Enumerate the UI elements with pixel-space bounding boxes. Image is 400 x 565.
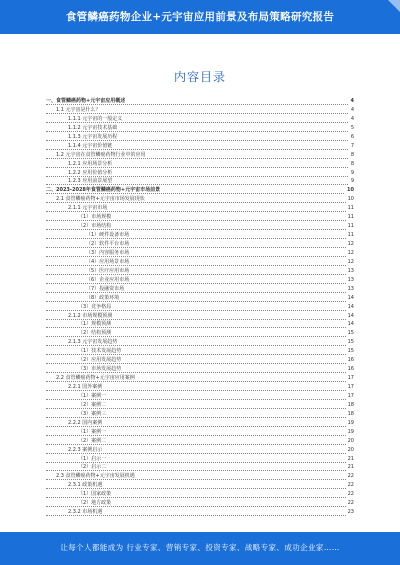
toc-entry-page: 9: [350, 178, 354, 185]
toc-entry[interactable]: [46, 115, 354, 124]
toc-entry-text: （1）规模预测: [78, 321, 112, 328]
toc-entry-page: 22: [347, 473, 354, 480]
toc-entry-text: 1.2.2 应用价值分析: [68, 169, 113, 176]
toc-entry-text: （1）国家政策: [78, 491, 112, 498]
toc-entry-page: 21: [347, 455, 354, 462]
toc-entry-page: 17: [347, 392, 354, 399]
toc-entry-page: 14: [347, 294, 354, 301]
toc-entry[interactable]: [46, 490, 354, 499]
toc-entry[interactable]: [46, 106, 354, 115]
toc-entry-page: 10: [347, 196, 354, 203]
toc-entry-text: 2.1.2 市场规模预测: [68, 312, 113, 319]
toc-entry-text: （1）案例一: [78, 428, 107, 435]
toc-entry-page: 11: [347, 205, 354, 212]
toc-entry[interactable]: [46, 437, 354, 446]
toc-entry[interactable]: [46, 410, 354, 419]
toc-entry-page: 12: [347, 249, 354, 256]
toc-entry-page: 8: [350, 151, 354, 158]
toc-entry-text: 1.2.1 应用场景分析: [68, 160, 113, 167]
toc-entry-text: （2）案例二: [78, 437, 107, 444]
toc-entry-text: （1）硬件设备市场: [86, 232, 130, 239]
toc-entry-text: 2.2.1 国外案例: [68, 384, 103, 390]
toc-entry-page: 22: [347, 500, 354, 507]
toc-entry-page: 4: [350, 98, 354, 104]
toc-entry[interactable]: [46, 249, 354, 258]
table-of-contents: [46, 97, 354, 522]
toc-entry-text: （2）应用发展趋势: [78, 357, 122, 364]
toc-entry-page: 10: [347, 187, 354, 194]
toc-entry[interactable]: [46, 133, 354, 142]
toc-entry-page: 18: [347, 401, 354, 408]
toc-entry-page: 11: [347, 223, 354, 230]
toc-entry[interactable]: [46, 481, 354, 490]
toc-entry-text: 1.2 元宇宙在食管鳞癌药物行业中的应用: [56, 151, 146, 158]
toc-entry-page: 15: [347, 348, 354, 355]
corner-fold-icon: [388, 0, 400, 12]
toc-entry-text: 1.1 元宇宙是什么？: [56, 106, 101, 113]
toc-entry-page: 22: [347, 482, 354, 489]
toc-entry-text: （6）企业应用市场: [86, 276, 130, 283]
toc-entry[interactable]: [46, 177, 354, 186]
toc-entry-page: 7: [350, 142, 354, 149]
toc-entry-text: （2）地方政策: [78, 500, 112, 507]
toc-entry-text: 2.1.3 元宇宙发展趋势: [68, 339, 118, 346]
toc-entry-page: 8: [350, 160, 354, 167]
toc-entry-text: 2.3.1 政策机遇: [68, 482, 103, 489]
toc-entry-text: （1）技术发展趋势: [78, 348, 122, 355]
report-title: 食管鳞癌药物企业+元宇宙应用前景及布局策略研究报告: [65, 11, 335, 23]
toc-entry-page: 12: [347, 258, 354, 265]
toc-entry-text: 1.1.1 元宇宙的一般定义: [68, 115, 123, 122]
toc-entry-text: （1）市场规模: [78, 214, 112, 221]
toc-entry[interactable]: [46, 365, 354, 374]
toc-entry[interactable]: [46, 455, 354, 464]
toc-title: 内容目录: [173, 70, 226, 84]
toc-entry[interactable]: [46, 347, 354, 356]
toc-entry-text: （5）医疗应用市场: [86, 267, 130, 274]
toc-entry-text: （2）启示二: [78, 464, 107, 471]
toc-entry[interactable]: [46, 312, 354, 321]
toc-entry[interactable]: [46, 151, 354, 160]
toc-entry-page: 4: [350, 106, 354, 113]
toc-entry[interactable]: [46, 374, 354, 383]
footer-slogan: 让每个人都能成为 行业专家、营销专家、投资专家、战略专家、成功企业家……: [60, 543, 340, 552]
toc-entry[interactable]: [46, 383, 354, 392]
toc-entry-page: 21: [347, 464, 354, 471]
toc-entry[interactable]: [46, 276, 354, 285]
toc-entry-text: 1.1.4 元宇宙价值链: [68, 142, 113, 149]
toc-entry-text: （2）结构预测: [78, 330, 112, 337]
toc-entry-text: 2.2 食管鳞癌药物+元宇宙应用案例: [56, 375, 135, 382]
toc-entry-text: （2）软件平台市场: [86, 241, 130, 247]
toc-entry-page: 13: [347, 285, 354, 292]
toc-entry-page: 14: [347, 321, 354, 328]
toc-entry-text: 2.2.3 案例启示: [68, 446, 103, 453]
toc-entry-page: 6: [350, 133, 354, 140]
toc-entry[interactable]: [46, 160, 354, 169]
toc-entry[interactable]: [46, 267, 354, 276]
toc-entry[interactable]: [46, 195, 354, 204]
toc-entry-page: 9: [350, 169, 354, 176]
header-bar: [0, 0, 400, 34]
toc-entry-text: 1.1.3 元宇宙发展历程: [68, 133, 118, 140]
toc-entry[interactable]: [46, 446, 354, 455]
toc-entry-page: 12: [347, 241, 354, 247]
toc-entry-text: 2.1 食管鳞癌药物+元宇宙市场发展现状: [56, 196, 145, 203]
toc-entry-page: 18: [347, 410, 354, 417]
toc-entry[interactable]: [46, 142, 354, 151]
toc-entry-text: （1）启示一: [78, 455, 107, 462]
toc-entry-text: （7）投融资市场: [86, 285, 125, 292]
toc-entry[interactable]: [46, 285, 354, 294]
toc-entry-text: （3）竞争格局: [78, 303, 112, 310]
toc-entry-text: （3）案例三: [78, 410, 107, 417]
toc-entry-page: 22: [347, 491, 354, 498]
toc-entry-text: 1.2.3 应用前景展望: [68, 178, 113, 185]
toc-entry-text: （3）内容服务市场: [86, 249, 130, 256]
toc-entry[interactable]: [46, 186, 354, 195]
toc-entry-text: （3）市场发展趋势: [78, 366, 122, 373]
toc-entry-page: 13: [347, 276, 354, 283]
toc-entry[interactable]: [46, 392, 354, 401]
toc-entry[interactable]: [46, 169, 354, 178]
toc-entry-page: 17: [347, 375, 354, 382]
toc-entry[interactable]: [46, 97, 354, 106]
toc-entry-text: （4）应用场景市场: [86, 258, 130, 265]
toc-entry[interactable]: [46, 124, 354, 133]
toc-entry-text: （1）案例一: [78, 392, 107, 399]
toc-entry[interactable]: [46, 401, 354, 410]
toc-entry[interactable]: [46, 222, 354, 231]
toc-entry-page: 16: [347, 366, 354, 373]
toc-entry-text: 2.2.2 国内案例: [68, 419, 103, 426]
toc-entry[interactable]: [46, 320, 354, 329]
toc-entry-page: 11: [347, 214, 354, 221]
toc-entry-text: （2）市场结构: [78, 223, 112, 230]
toc-entry[interactable]: [46, 240, 354, 249]
toc-entry[interactable]: [46, 338, 354, 347]
toc-entry[interactable]: [46, 258, 354, 267]
toc-entry-page: 17: [347, 384, 354, 390]
toc-entry-text: 2.1.1 元宇宙市场: [68, 205, 108, 212]
toc-entry-page: 14: [347, 312, 354, 319]
toc-entry-page: 19: [347, 419, 354, 426]
toc-entry-page: 11: [347, 232, 354, 239]
toc-entry-text: 2.3.2 市场机遇: [68, 509, 103, 516]
toc-entry-text: 二、2023-2028年食管鳞癌药物+元宇宙市场前景: [46, 187, 161, 194]
toc-entry-page: 15: [347, 339, 354, 346]
toc-entry-text: （2）案例二: [78, 401, 107, 408]
toc-entry[interactable]: [46, 329, 354, 338]
toc-entry[interactable]: [46, 231, 354, 240]
toc-entry-page: 5: [350, 124, 354, 131]
footer-bar: [0, 532, 400, 565]
toc-entry-text: 一、食管鳞癌药物+元宇宙应用概述: [46, 98, 126, 104]
toc-entry[interactable]: [46, 499, 354, 508]
toc-entry[interactable]: [46, 294, 354, 303]
toc-entry[interactable]: [46, 508, 354, 517]
toc-entry[interactable]: [46, 419, 354, 428]
toc-entry-page: 4: [350, 115, 354, 122]
toc-entry-page: 20: [347, 446, 354, 453]
toc-entry[interactable]: [46, 428, 354, 437]
toc-entry-page: 20: [347, 437, 354, 444]
toc-entry-text: 2.3 食管鳞癌药物+元宇宙发展机遇: [56, 473, 135, 480]
toc-entry-page: 13: [347, 267, 354, 274]
toc-entry[interactable]: [46, 204, 354, 213]
toc-entry[interactable]: [46, 303, 354, 312]
toc-entry-page: 15: [347, 330, 354, 337]
toc-entry[interactable]: [46, 356, 354, 365]
toc-entry-text: 1.1.2 元宇宙技术基础: [68, 124, 118, 131]
toc-entry-page: 14: [347, 303, 354, 310]
toc-entry-page: 23: [347, 509, 354, 516]
toc-entry-page: 19: [347, 428, 354, 435]
toc-entry-page: 16: [347, 357, 354, 364]
toc-entry-text: （8）政策环境: [86, 294, 120, 301]
toc-entry[interactable]: [46, 213, 354, 222]
toc-entry[interactable]: [46, 472, 354, 481]
toc-entry[interactable]: [46, 463, 354, 472]
